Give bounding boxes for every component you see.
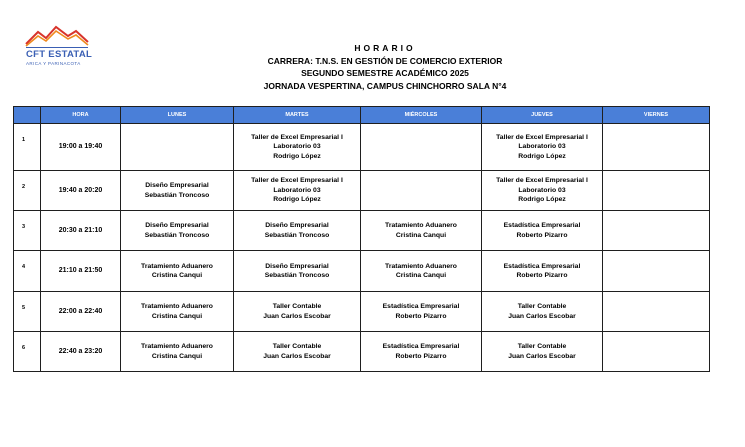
document-header [200, 42, 570, 92]
cell-line: Taller Contable [517, 303, 567, 310]
row-number: 3 [14, 211, 41, 251]
mountain-logo-icon [24, 24, 90, 48]
table-row [14, 171, 710, 211]
cell-line: Rodrigo López [273, 196, 321, 204]
schedule-cell [482, 292, 603, 332]
schedule-cell [603, 292, 710, 332]
row-number: 5 [14, 292, 41, 332]
table-row [14, 332, 710, 372]
cell-line: Roberto Pizarro [395, 352, 447, 360]
schedule-cell [121, 292, 234, 332]
page-title: HORARIO [354, 43, 416, 53]
cell-line: Diseño Empresarial [145, 222, 209, 229]
schedule-cell [482, 171, 603, 211]
schedule-cell [603, 211, 710, 251]
row-number: 4 [14, 251, 41, 292]
cell-line: Rodrigo López [518, 196, 566, 204]
time-slot: 19:40 a 20:20 [41, 171, 121, 211]
cell-line: Sebastián Troncoso [264, 231, 330, 239]
cell-line: Taller de Excel Empresarial I [251, 177, 343, 185]
schedule-table [13, 106, 710, 372]
cell-line: Taller Contable [272, 343, 322, 350]
schedule-cell [482, 211, 603, 251]
header-line-semester: SEGUNDO SEMESTRE ACADÉMICO 2025 [301, 68, 469, 78]
cell-line: Sebastián Troncoso [144, 191, 210, 199]
cell-line: Juan Carlos Escobar [508, 352, 576, 360]
schedule-cell [482, 332, 603, 372]
row-number: 1 [14, 124, 41, 171]
cell-line: Roberto Pizarro [516, 272, 568, 279]
cell-line: Laboratorio 03 [518, 186, 566, 194]
schedule-cell [121, 124, 234, 171]
logo-brand-text: CFT ESTATAL [26, 49, 93, 60]
cell-line: Tratamiento Aduanero [141, 262, 213, 270]
schedule-cell [234, 332, 361, 372]
time-slot: 19:00 a 19:40 [41, 124, 121, 171]
schedule-cell [234, 171, 361, 211]
cell-line: Rodrigo López [518, 152, 566, 160]
column-header [14, 107, 41, 124]
column-header: MARTES [234, 107, 361, 124]
column-header: LUNES [121, 107, 234, 124]
schedule-cell [361, 251, 482, 292]
cell-line: Taller de Excel Empresarial I [251, 133, 343, 141]
table-row [14, 211, 710, 251]
column-header: VIERNES [603, 107, 710, 124]
header-line-career: CARRERA: T.N.S. EN GESTIÓN DE COMERCIO EXTERIOR [267, 55, 503, 66]
cell-line: Taller Contable [517, 343, 567, 350]
cell-line: Sebastián Troncoso [144, 231, 210, 239]
time-slot: 21:10 a 21:50 [41, 251, 121, 292]
cell-line: Roberto Pizarro [395, 312, 447, 320]
cell-line: Laboratorio 03 [273, 143, 321, 151]
cell-line: Laboratorio 03 [273, 186, 321, 194]
cell-line: Estadística Empresarial [382, 343, 460, 350]
schedule-cell [234, 292, 361, 332]
time-slot: 20:30 a 21:10 [41, 211, 121, 251]
row-number: 2 [14, 171, 41, 211]
cell-line: Estadística Empresarial [503, 222, 581, 229]
table-row [14, 124, 710, 171]
cell-line: Taller de Excel Empresarial I [496, 177, 588, 185]
cell-line: Diseño Empresarial [145, 182, 209, 189]
cell-line: Taller Contable [272, 303, 322, 310]
schedule-cell [482, 124, 603, 171]
cell-line: Cristina Canqui [151, 272, 203, 279]
cell-line: Laboratorio 03 [518, 143, 566, 151]
schedule-cell [121, 171, 234, 211]
cell-line: Estadística Empresarial [382, 303, 460, 310]
time-slot: 22:00 a 22:40 [41, 292, 121, 332]
cell-line: Cristina Canqui [151, 352, 203, 360]
schedule-cell [361, 171, 482, 211]
cell-line: Rodrigo López [273, 152, 321, 160]
schedule-cell [121, 332, 234, 372]
schedule-cell [361, 124, 482, 171]
schedule-cell [121, 251, 234, 292]
cell-line: Sebastián Troncoso [264, 272, 330, 279]
cft-logo [24, 24, 94, 70]
logo-sub-text: ARICA Y PARINACOTA [26, 61, 81, 66]
schedule-cell [234, 124, 361, 171]
schedule-cell [603, 332, 710, 372]
column-header: JUEVES [482, 107, 603, 124]
cell-line: Cristina Canqui [395, 272, 447, 279]
time-slot: 22:40 a 23:20 [41, 332, 121, 372]
cell-line: Juan Carlos Escobar [263, 312, 331, 320]
schedule-cell [121, 211, 234, 251]
cell-line: Diseño Empresarial [265, 262, 329, 270]
row-number: 6 [14, 332, 41, 372]
cell-line: Tratamiento Aduanero [385, 222, 457, 229]
cell-line: Cristina Canqui [395, 231, 447, 239]
schedule-cell [361, 211, 482, 251]
table-row [14, 292, 710, 332]
cell-line: Estadística Empresarial [503, 262, 581, 270]
schedule-cell [234, 211, 361, 251]
cell-line: Tratamiento Aduanero [385, 262, 457, 270]
header-line-schedule: JORNADA VESPERTINA, CAMPUS CHINCHORRO SALA N°4 [263, 80, 507, 91]
cell-line: Roberto Pizarro [516, 231, 568, 239]
cell-line: Cristina Canqui [151, 312, 203, 320]
schedule-cell [603, 171, 710, 211]
cell-line: Tratamiento Aduanero [141, 343, 213, 350]
cell-line: Diseño Empresarial [265, 222, 329, 229]
column-header: MIÉRCOLES [361, 107, 482, 124]
cell-line: Taller de Excel Empresarial I [496, 133, 588, 141]
cell-line: Tratamiento Aduanero [141, 303, 213, 310]
schedule-cell [361, 332, 482, 372]
column-header: HORA [41, 107, 121, 124]
table-header-row [14, 107, 710, 124]
schedule-cell [482, 251, 603, 292]
schedule-cell [603, 124, 710, 171]
schedule-cell [603, 251, 710, 292]
table-row [14, 251, 710, 292]
schedule-cell [234, 251, 361, 292]
cell-line: Juan Carlos Escobar [508, 312, 576, 320]
schedule-cell [361, 292, 482, 332]
cell-line: Juan Carlos Escobar [263, 352, 331, 360]
